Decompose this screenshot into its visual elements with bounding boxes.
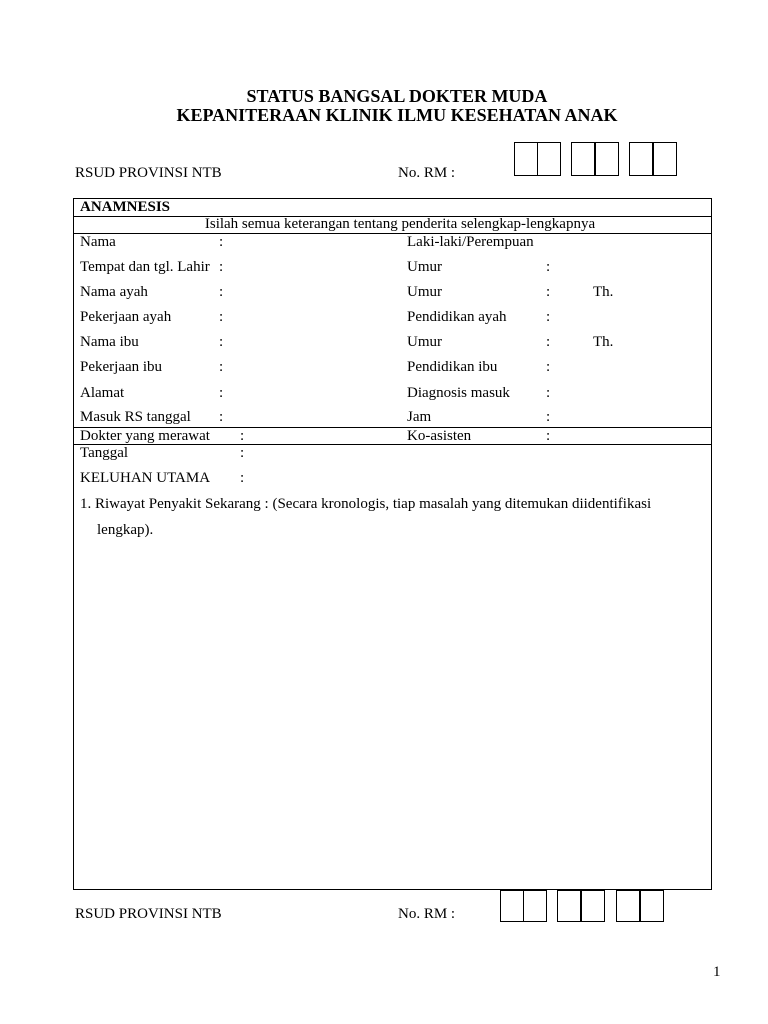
field-label: Dokter yang merawat [80,428,210,444]
field-label: Pekerjaan ayah [80,309,172,325]
field-label: Umur [407,334,442,350]
field-label: Tempat dan tgl. Lahir [80,259,210,275]
anamnesis-frame [73,198,712,890]
field-colon: : [219,359,224,375]
rm-digit-box [640,890,664,922]
rm-digit-box [595,142,619,176]
divider [73,444,712,445]
rm-digit-box [571,142,595,176]
rm-digit-box [581,890,605,922]
rm-digit-box [523,890,547,922]
chief-complaint-label: KELUHAN UTAMA [80,470,211,486]
divider [73,233,712,234]
field-colon: : [546,259,551,275]
field-label: Ko-asisten [407,428,472,444]
document-subtitle: KEPANITERAAN KLINIK ILMU KESEHATAN ANAK [176,105,618,125]
field-label: Masuk RS tanggal [80,409,191,425]
section-heading: ANAMNESIS [80,199,171,215]
field-label: Nama ayah [80,284,148,300]
field-label: Laki-laki/Perempuan [407,234,534,250]
field-colon: : [546,428,551,444]
field-colon: : [219,259,224,275]
field-label: Nama [80,234,116,250]
rm-digit-box [514,142,538,176]
field-colon: : [546,359,551,375]
field-label: Alamat [80,385,125,401]
unit-suffix: Th. [593,284,614,300]
field-colon: : [219,284,224,300]
field-colon: : [546,385,551,401]
header-rm-label: No. RM : [398,165,456,181]
field-colon: : [546,409,551,425]
rm-digit-box [629,142,653,176]
field-colon: : [240,470,245,486]
field-colon: : [240,445,245,461]
header-hospital-name: RSUD PROVINSI NTB [75,165,222,181]
history-of-present-illness: 1. Riwayat Penyakit Sekarang : (Secara kronologis, tiap masalah yang ditemukan diidentifikasi [80,496,652,512]
field-label: Umur [407,259,442,275]
field-label: Umur [407,284,442,300]
field-label: Jam [407,409,432,425]
field-label: Pendidikan ayah [407,309,507,325]
field-label: Pendidikan ibu [407,359,498,375]
rm-digit-box [500,890,524,922]
rm-digit-box [557,890,581,922]
field-colon: : [219,234,224,250]
field-label: Nama ibu [80,334,139,350]
field-colon: : [546,334,551,350]
field-label: Diagnosis masuk [407,385,510,401]
rm-digit-box [537,142,561,176]
rm-digit-box [616,890,640,922]
date-label: Tanggal [80,445,129,461]
form-instruction: Isilah semua keterangan tentang penderita selengkap-lengkapnya [204,216,596,232]
rm-digit-box [653,142,677,176]
field-colon: : [546,309,551,325]
history-of-present-illness-continued: lengkap). [97,522,154,538]
field-colon: : [219,334,224,350]
document-title: STATUS BANGSAL DOKTER MUDA [246,86,548,106]
field-colon: : [219,309,224,325]
field-colon: : [240,428,245,444]
unit-suffix: Th. [593,334,614,350]
field-label: Pekerjaan ibu [80,359,163,375]
page-number: 1 [713,964,721,980]
footer-rm-label: No. RM : [398,906,456,922]
field-colon: : [219,409,224,425]
field-colon: : [219,385,224,401]
footer-hospital-name: RSUD PROVINSI NTB [75,906,222,922]
field-colon: : [546,284,551,300]
